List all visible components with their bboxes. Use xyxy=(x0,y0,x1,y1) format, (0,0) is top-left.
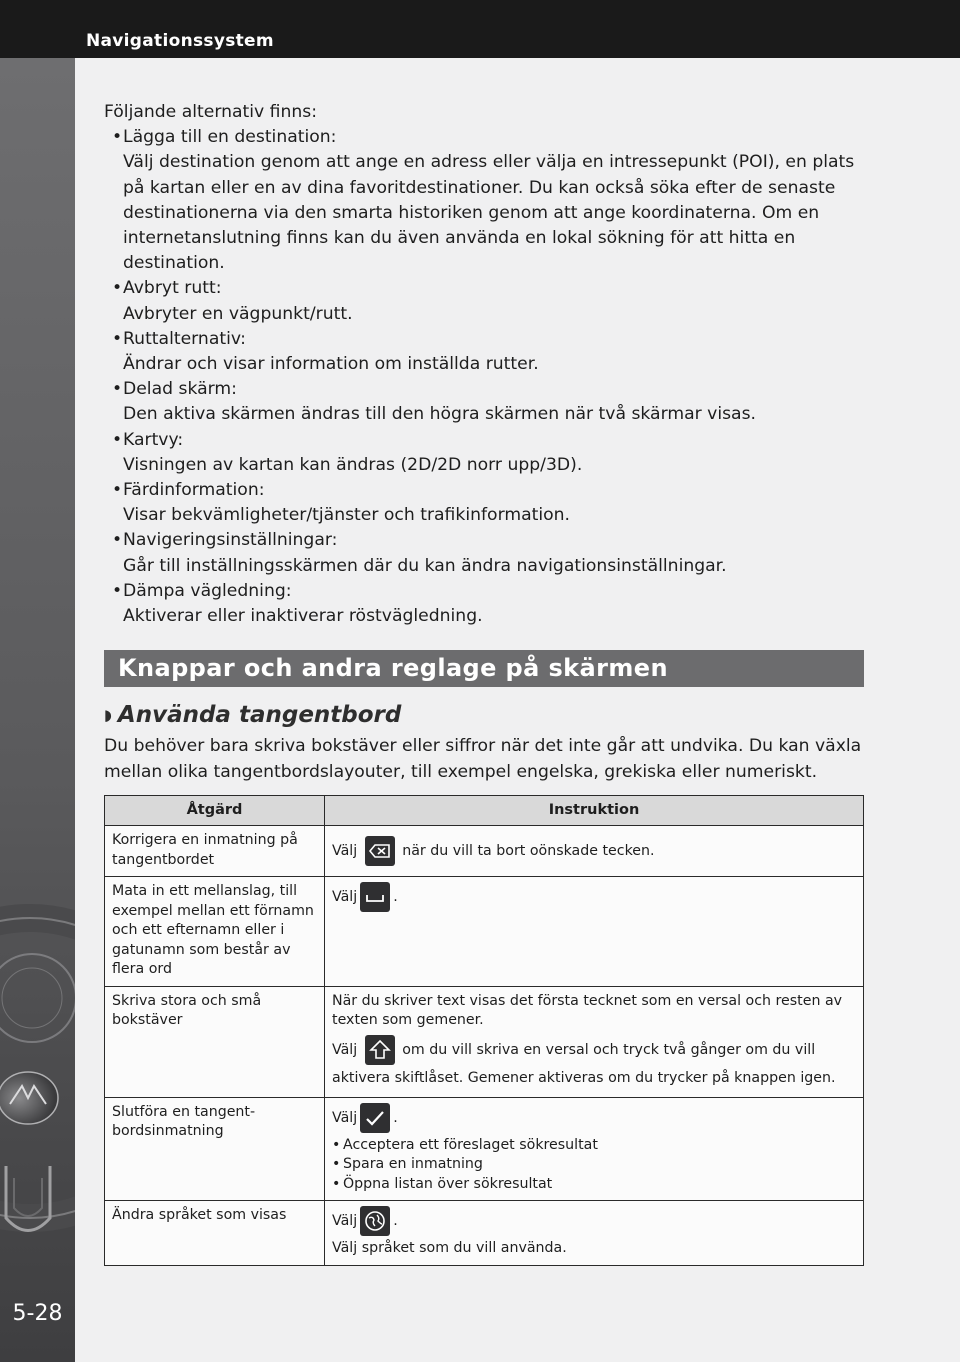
subsection-title: Använda tangentbord xyxy=(117,702,402,729)
action-text: Skriva stora och små bokstäver xyxy=(112,992,262,1029)
action-cell xyxy=(105,826,325,877)
instruction-pre: Välj xyxy=(332,1041,358,1058)
keyboard-table xyxy=(104,795,864,1266)
option-description: Ändrar och visar information om inställda rutter. xyxy=(123,354,539,375)
option-title: Kartvy: xyxy=(123,429,184,450)
checkmark-icon xyxy=(360,1103,390,1133)
list-item: • Dämpa vägledning: Aktiverar eller inaktiverar röstvägledning. xyxy=(104,579,864,629)
steering-wheel-image xyxy=(0,58,75,1362)
option-title: Delad skärm: xyxy=(123,379,237,400)
list-item: • Färdinformation: Visar bekvämligheter/tjänster och trafikinformation. xyxy=(104,478,864,528)
instruction-post: . xyxy=(393,1213,398,1230)
action-cell xyxy=(105,1201,325,1266)
page-number: 5-28 xyxy=(12,1301,63,1326)
header-title: Navigationssystem xyxy=(86,31,274,51)
page-content xyxy=(104,100,864,1266)
option-title: Färdinformation: xyxy=(123,480,265,501)
sidebar-decoration xyxy=(0,58,75,1362)
option-description: Välj destination genom att ange en adress eller välja en intressepunkt (POI), en plats på kartan eller en av dina favoritdestinationer. Du kan också söka efter de senaste destinationerna via den smarta historiken genom att ange koordinaterna. Om en internetanslutning finns kan du även använda en lokal sökning för att hitta en destination. xyxy=(123,152,855,274)
table-row xyxy=(105,1201,864,1266)
table-row xyxy=(105,877,864,987)
instruction-post: . xyxy=(393,1109,398,1126)
instruction-post: om du vill skriva en versal och tryck två gånger om du vill aktivera skiftlåset. Gemener aktiveras om du trycker på knappen igen. xyxy=(332,1041,836,1086)
instruction-pre: Välj xyxy=(332,1213,358,1230)
option-title: Lägga till en destination: xyxy=(123,127,337,148)
shift-icon xyxy=(365,1035,395,1065)
list-item: • Lägga till en destination: Välj destination genom att ange en adress eller välja en intressepunkt (POI), en plats på kartan eller en av dina favoritdestinationer. Du kan också söka efter de senaste destinationerna via den smarta historiken genom att ange koordinaterna. Om en internetanslutning finns kan du även använda en lokal sökning för att hitta en destination. xyxy=(104,125,864,276)
table-row xyxy=(105,986,864,1097)
table-row xyxy=(105,1097,864,1201)
column-header: Instruktion xyxy=(325,796,864,826)
lead-paragraph: Du behöver bara skriva bokstäver eller siffror när det inte går att undvika. Du kan växla mellan olika tangentbordslayouter, till exempel engelska, grekiska eller numeriskt. xyxy=(104,736,862,783)
subsection-heading xyxy=(104,702,864,728)
backspace-icon xyxy=(365,836,395,866)
instruction-cell xyxy=(325,1097,864,1201)
instruction-line: När du skriver text visas det första tecknet som en versal och resten av texten som gemener. xyxy=(332,992,843,1029)
instruction-cell xyxy=(325,877,864,987)
options-list xyxy=(104,125,864,629)
list-item: • Navigeringsinställningar: Går till inställningsskärmen där du kan ändra navigationsinställningar. xyxy=(104,528,864,578)
option-title: Dämpa vägledning: xyxy=(123,580,292,601)
list-item: • Spara en inmatning xyxy=(332,1155,857,1175)
action-text: Korrigera en inmatning på tangentbordet xyxy=(112,832,298,868)
action-text: Mata in ett mellanslag, till exempel mellan ett förnamn och ett efternamn eller i gatunamn som består av flera ord xyxy=(112,883,314,978)
table-row xyxy=(105,826,864,877)
option-description: Går till inställningsskärmen där du kan ändra navigationsinställningar. xyxy=(123,555,727,576)
list-item: • Öppna listan över sökresultat xyxy=(332,1175,857,1195)
option-description: Visningen av kartan kan ändras (2D/2D norr upp/3D). xyxy=(123,454,583,475)
instruction-cell xyxy=(325,1201,864,1266)
list-item: • Delad skärm: Den aktiva skärmen ändras till den högra skärmen när två skärmar visas. xyxy=(104,377,864,427)
list-item: • Avbryt rutt: Avbryter en vägpunkt/rutt. xyxy=(104,276,864,326)
instruction-pre: Välj xyxy=(332,842,358,859)
instruction-pre: Välj xyxy=(332,1109,358,1126)
instruction-post: . xyxy=(393,889,398,906)
option-description: Visar bekvämligheter/tjänster och trafikinformation. xyxy=(123,505,570,526)
instruction-cell xyxy=(325,826,864,877)
list-item: • Kartvy: Visningen av kartan kan ändras (2D/2D norr upp/3D). xyxy=(104,428,864,478)
page-header xyxy=(0,0,960,58)
column-header: Åtgärd xyxy=(105,796,325,826)
instruction-pre: Välj xyxy=(332,889,358,906)
option-title: Avbryt rutt: xyxy=(123,278,222,299)
action-cell xyxy=(105,1097,325,1201)
instruction-cell xyxy=(325,986,864,1097)
action-cell xyxy=(105,986,325,1097)
option-description: Aktiverar eller inaktiverar röstvägledning. xyxy=(123,606,483,627)
section-title: Knappar och andra reglage på skärmen xyxy=(104,650,864,687)
option-description: Avbryter en vägpunkt/rutt. xyxy=(123,303,353,324)
list-item: • Ruttalternativ: Ändrar och visar information om inställda rutter. xyxy=(104,327,864,377)
option-title: Navigeringsinställningar: xyxy=(123,530,338,551)
action-text: Slutföra en tangent-bordsinmatning xyxy=(112,1103,256,1140)
globe-icon xyxy=(360,1206,390,1236)
option-description: Den aktiva skärmen ändras till den högra skärmen när två skärmar visas. xyxy=(123,404,757,425)
option-title: Ruttalternativ: xyxy=(123,328,246,349)
heading-marker-icon: ◗ xyxy=(104,706,112,725)
instruction-post: när du vill ta bort oönskade tecken. xyxy=(402,842,655,859)
instruction-line: Välj språket som du vill använda. xyxy=(332,1240,567,1257)
intro-text: Följande alternativ finns: xyxy=(104,102,318,122)
table-header-row xyxy=(105,796,864,826)
list-item: • Acceptera ett föreslaget sökresultat xyxy=(332,1136,857,1156)
action-text: Ändra språket som visas xyxy=(112,1207,287,1224)
result-list xyxy=(332,1136,857,1195)
action-cell xyxy=(105,877,325,987)
space-icon xyxy=(360,882,390,912)
